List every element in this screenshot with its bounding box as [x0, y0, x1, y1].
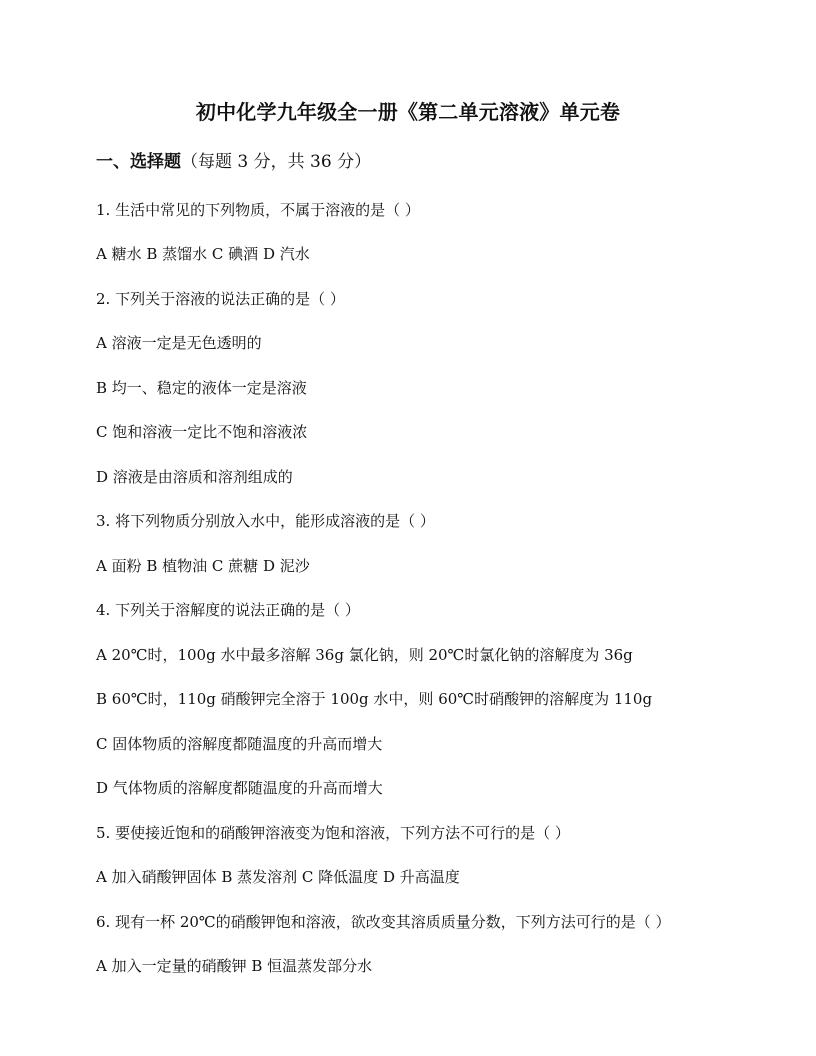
question-1-options: A 糖水 B 蒸馏水 C 碘酒 D 汽水: [96, 245, 310, 263]
question-4-option-c: C 固体物质的溶解度都随温度的升高而增大: [96, 735, 383, 753]
question-2-option-b: B 均一、稳定的液体一定是溶液: [96, 379, 307, 397]
question-3-stem: 3. 将下列物质分别放入水中，能形成溶液的是（ ）: [96, 512, 435, 530]
question-4-option-d: D 气体物质的溶解度都随温度的升高而增大: [96, 779, 383, 797]
question-4-option-b: B 60℃时，110g 硝酸钾完全溶于 100g 水中，则 60℃时硝酸钾的溶解度为 110g: [96, 690, 653, 708]
section-heading-label: 一、选择题: [96, 152, 181, 172]
question-2-option-c: C 饱和溶液一定比不饱和溶液浓: [96, 423, 308, 441]
question-1-stem: 1. 生活中常见的下列物质，不属于溶液的是（ ）: [96, 201, 420, 219]
section-heading: [96, 150, 371, 174]
page-title: 初中化学九年级全一册《第二单元溶液》单元卷: [195, 100, 621, 124]
question-3-options: A 面粉 B 植物油 C 蔗糖 D 泥沙: [96, 557, 310, 575]
question-6-stem: 6. 现有一杯 20℃的硝酸钾饱和溶液，欲改变其溶质质量分数，下列方法可行的是（ ）: [96, 913, 671, 931]
question-2-stem: 2. 下列关于溶液的说法正确的是（ ）: [96, 290, 345, 308]
question-4-stem: 4. 下列关于溶解度的说法正确的是（ ）: [96, 601, 360, 619]
question-5-options: A 加入硝酸钾固体 B 蒸发溶剂 C 降低温度 D 升高温度: [96, 868, 460, 886]
question-2-option-a: A 溶液一定是无色透明的: [96, 334, 262, 352]
question-5-stem: 5. 要使接近饱和的硝酸钾溶液变为饱和溶液，下列方法不可行的是（ ）: [96, 824, 570, 842]
question-2-option-d: D 溶液是由溶质和溶剂组成的: [96, 468, 293, 486]
section-heading-note: （每题 3 分，共 36 分）: [181, 152, 372, 172]
question-4-option-a: A 20℃时，100g 水中最多溶解 36g 氯化钠，则 20℃时氯化钠的溶解度为 36g: [96, 646, 633, 664]
question-6-options: A 加入一定量的硝酸钾 B 恒温蒸发部分水: [96, 957, 373, 975]
